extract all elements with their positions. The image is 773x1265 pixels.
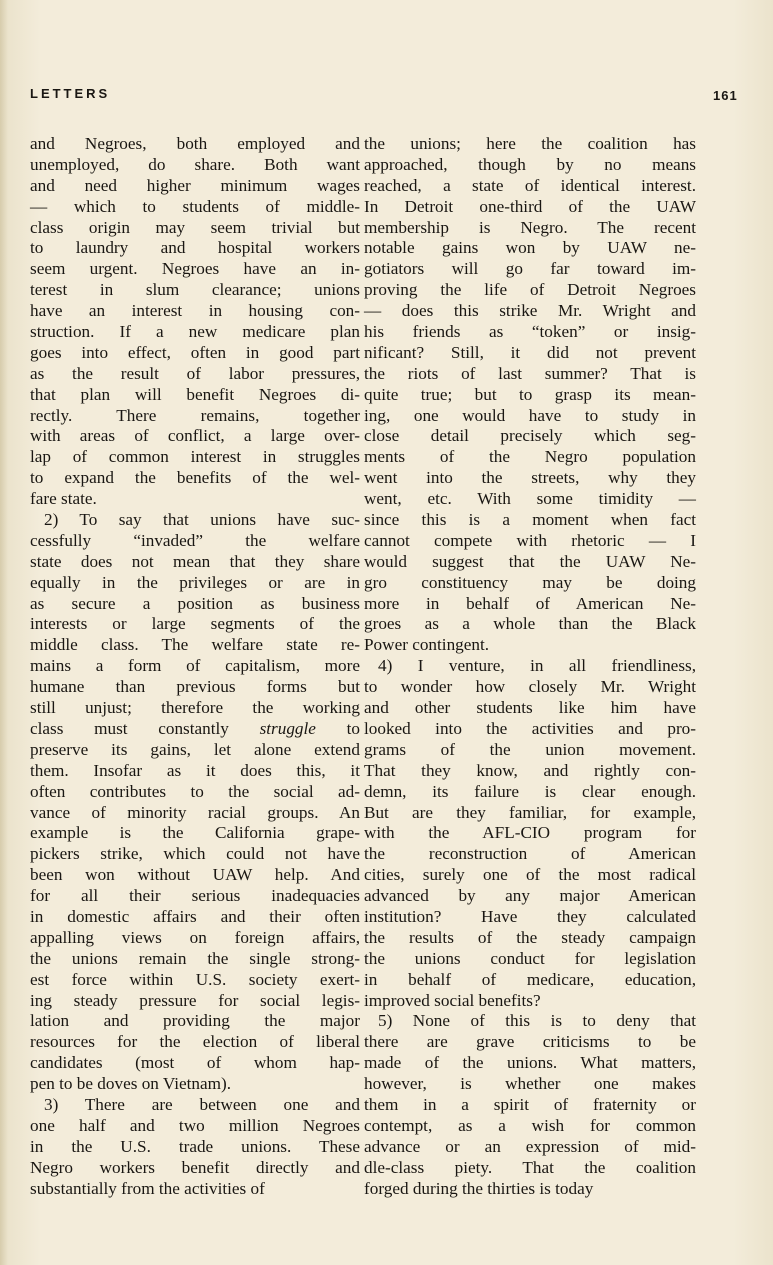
- text-line: with areas of conflict, a large over-: [30, 426, 360, 446]
- text-line: forged during the thirties is today: [364, 1178, 594, 1198]
- text-line: substantially from the activities of: [30, 1178, 265, 1198]
- page-number: 161: [713, 88, 738, 103]
- text-line: In Detroit one-third of the UAW: [364, 196, 696, 216]
- text-line: 5) None of this is to deny that: [378, 1011, 696, 1031]
- text-line: close detail precisely which seg-: [364, 426, 696, 446]
- text-line: example is the California grape-: [30, 823, 360, 843]
- text-line: terest in slum clearance; unions: [30, 280, 360, 300]
- text-line: — does this strike Mr. Wright and: [364, 301, 696, 321]
- text-line: resources for the election of liberal: [30, 1032, 360, 1052]
- gutter-shadow: [0, 0, 8, 1265]
- text-line: advance or an expression of mid-: [364, 1136, 696, 1156]
- text-line: the reconstruction of American: [364, 844, 696, 864]
- text-line: fare state.: [30, 489, 97, 509]
- text-line: 2) To say that unions have suc-: [44, 510, 360, 530]
- text-line: more in behalf of American Ne-: [364, 593, 696, 613]
- text-line: with the AFL-CIO program for: [364, 823, 696, 843]
- text-line: membership is Negro. The recent: [364, 217, 696, 237]
- text-line: however, is whether one makes: [364, 1074, 696, 1094]
- text-line: That they know, and rightly con-: [364, 760, 696, 780]
- left-column: [30, 134, 360, 1199]
- text-line: middle class. The welfare state re-: [30, 635, 360, 655]
- text-line: proving the life of Detroit Negroes: [364, 280, 696, 300]
- text-line: them. Insofar as it does this, it: [30, 760, 360, 780]
- text-line: lation and providing the major: [30, 1011, 360, 1031]
- text-line: rectly. There remains, together: [30, 405, 360, 425]
- text-line: still unjust; therefore the working: [30, 698, 360, 718]
- text-line: notable gains won by UAW ne-: [364, 238, 696, 258]
- text-line: groes as a whole than the Black: [364, 614, 696, 634]
- text-line: to laundry and hospital workers: [30, 238, 360, 258]
- text-line: would suggest that the UAW Ne-: [364, 551, 696, 571]
- text-line: unemployed, do share. Both want: [30, 154, 360, 174]
- text-line: mains a form of capitalism, more: [30, 656, 360, 676]
- text-line: pen to be doves on Vietnam).: [30, 1074, 232, 1094]
- text-line: to wonder how closely Mr. Wright: [364, 677, 696, 697]
- text-line: approached, though by no means: [364, 154, 696, 174]
- text-line: and need higher minimum wages: [30, 175, 360, 195]
- text-line: But are they familiar, for example,: [364, 802, 696, 822]
- text-line: the unions remain the single strong-: [30, 948, 360, 968]
- text-line: advanced by any major American: [364, 886, 696, 906]
- text-line: one half and two million Negroes: [30, 1115, 360, 1135]
- text-line: his friends as “token” or insig-: [364, 322, 696, 342]
- text-line: looked into the activities and pro-: [364, 718, 696, 738]
- text-line: institution? Have they calculated: [364, 906, 696, 926]
- text-line: them in a spirit of fraternity or: [364, 1094, 696, 1114]
- text-line: cities, surely one of the most radical: [364, 865, 696, 885]
- text-line: often contributes to the social ad-: [30, 781, 360, 801]
- text-line: Power contingent.: [364, 635, 490, 655]
- text-line: the riots of last summer? That is: [364, 363, 696, 383]
- text-line: grams of the union movement.: [364, 739, 696, 759]
- text-line: there are grave criticisms to be: [364, 1032, 696, 1052]
- text-line: since this is a moment when fact: [364, 510, 696, 530]
- text-line: the unions conduct for legislation: [364, 948, 696, 968]
- text-line: been won without UAW help. And: [30, 865, 360, 885]
- text-line: reached, a state of identical interest.: [364, 175, 696, 195]
- text-line: 4) I venture, in all friendliness,: [378, 656, 696, 676]
- text-line: class must constantly struggle to: [30, 718, 361, 738]
- text-line: made of the unions. What matters,: [364, 1053, 696, 1073]
- text-line: goes into effect, often in good part: [30, 342, 360, 362]
- text-line: class origin may seem trivial but: [30, 217, 360, 237]
- text-line: est force within U.S. society exert-: [30, 969, 360, 989]
- text-line: to expand the benefits of the wel-: [30, 468, 360, 488]
- text-line: — which to students of middle-: [30, 196, 360, 216]
- text-line: Negro workers benefit directly and: [30, 1157, 360, 1177]
- text-line: went into the streets, why they: [364, 468, 696, 488]
- text-line: ing, one would have to study in: [364, 405, 696, 425]
- text-line: in behalf of medicare, education,: [364, 969, 696, 989]
- text-line: gotiators will go far toward im-: [364, 259, 696, 279]
- text-line: 3) There are between one and: [44, 1094, 360, 1114]
- text-line: appalling views on foreign affairs,: [30, 927, 360, 947]
- text-line: ments of the Negro population: [364, 447, 696, 467]
- text-line: went, etc. With some timidity —: [364, 489, 696, 509]
- text-line: state does not mean that they share: [30, 551, 360, 571]
- text-line: improved social benefits?: [364, 990, 541, 1010]
- text-line: in domestic affairs and their often: [30, 906, 360, 926]
- text-line: for all their serious inadequacies: [30, 886, 360, 906]
- text-line: as secure a position as business: [30, 593, 360, 613]
- text-line: vance of minority racial groups. An: [30, 802, 360, 822]
- text-line: that plan will benefit Negroes di-: [30, 384, 360, 404]
- text-line: candidates (most of whom hap-: [30, 1053, 360, 1073]
- running-head: LETTERS: [30, 86, 111, 101]
- text-line: demn, its failure is clear enough.: [364, 781, 696, 801]
- text-line: equally in the privileges or are in: [30, 572, 360, 592]
- text-line: nificant? Still, it did not prevent: [364, 342, 696, 362]
- text-line: the unions; here the coalition has: [364, 134, 696, 153]
- text-line: cannot compete with rhetoric — I: [364, 530, 696, 550]
- text-line: contempt, as a wish for common: [364, 1115, 696, 1135]
- text-line: dle-class piety. That the coalition: [364, 1157, 696, 1177]
- text-line: seem urgent. Negroes have an in-: [30, 259, 360, 279]
- text-line: and other students like him have: [364, 698, 696, 718]
- text-line: pickers strike, which could not have: [30, 844, 360, 864]
- text-line: quite true; but to grasp its mean-: [364, 384, 696, 404]
- text-line: gro constituency may be doing: [364, 572, 696, 592]
- text-line: ing steady pressure for social legis-: [30, 990, 360, 1010]
- text-line: have an interest in housing con-: [30, 301, 360, 321]
- text-line: and Negroes, both employed and: [30, 134, 360, 153]
- text-line: cessfully “invaded” the welfare: [30, 530, 360, 550]
- text-line: in the U.S. trade unions. These: [30, 1136, 360, 1156]
- text-line: as the result of labor pressures,: [30, 363, 360, 383]
- text-line: interests or large segments of the: [30, 614, 360, 634]
- text-line: struction. If a new medicare plan: [30, 322, 360, 342]
- text-line: humane than previous forms but: [30, 677, 360, 697]
- right-column: [364, 134, 696, 1199]
- text-line: the results of the steady campaign: [364, 927, 696, 947]
- text-line: lap of common interest in struggles: [30, 447, 360, 467]
- text-line: preserve its gains, let alone extend: [30, 739, 360, 759]
